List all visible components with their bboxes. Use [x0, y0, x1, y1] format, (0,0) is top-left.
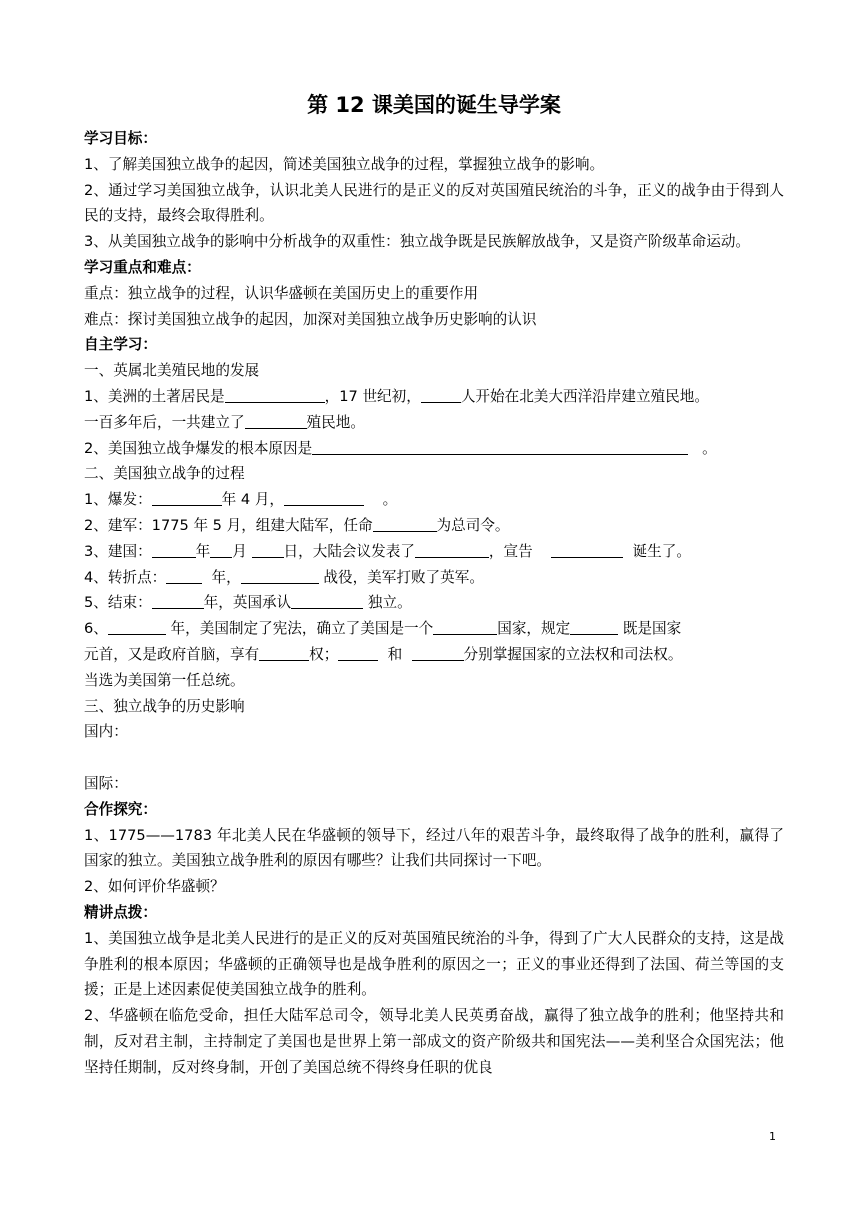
answer-blank[interactable]: [291, 593, 363, 609]
answer-blank[interactable]: [225, 387, 325, 403]
international-label: 国际：: [84, 774, 128, 792]
explanation-item-2: 2、华盛顿在临危受命，担任大陆军总司令，领导北美人民英勇奋战，赢得了独立战争的胜利；他坚持共和制，反对君主制，主持制定了美国也是世界上第一部成文的资产阶级共和国宪法——美利坚合众国宪法；他坚持任期制，反对终身制，开创了美国总统不得终身任职的优良: [84, 1007, 784, 1076]
answer-blank[interactable]: [108, 619, 166, 635]
question-2-3: 3、建国： 年 月 日，大陆会议发表了 ，宣告 诞生了。: [84, 542, 691, 560]
answer-blank[interactable]: [252, 542, 284, 558]
question-1-1-cont: 一百多年后，一共建立了 殖民地。: [84, 413, 365, 431]
answer-blank[interactable]: [421, 387, 461, 403]
page-title: 第 12 课美国的诞生导学案: [307, 93, 561, 117]
document-page: [84, 88, 784, 1080]
answer-blank[interactable]: [373, 516, 437, 532]
answer-blank[interactable]: [570, 619, 618, 635]
question-2-5: 5、结束： 年，英国承认 独立。: [84, 594, 412, 612]
answer-blank[interactable]: [312, 439, 688, 455]
domestic-label: 国内：: [84, 723, 128, 741]
page-number: 1: [769, 1130, 776, 1143]
answer-blank[interactable]: [412, 645, 464, 661]
explanation-item-1: 1、美国独立战争是北美人民进行的是正义的反对英国殖民统治的斗争，得到了广大人民群众的支持，这是战争胜利的根本原因；华盛顿的正确领导也是战争胜利的原因之一；正义的事业还得到了法国、荷兰等国的支援；正是上述因素促使美国独立战争的胜利。: [84, 929, 784, 999]
question-2-4: 4、转折点： 年， 战役，美军打败了英军。: [84, 568, 484, 586]
answer-blank[interactable]: [284, 490, 364, 506]
answer-blank[interactable]: [551, 542, 623, 558]
key-point: 重点：独立战争的过程，认识华盛顿在美国历史上的重要作用: [84, 284, 479, 302]
objectives-heading: 学习目标：: [84, 130, 157, 147]
question-2-6-end: 当选为美国第一任总统。: [84, 671, 245, 689]
answer-blank[interactable]: [152, 490, 222, 506]
section-2-title: 二、美国独立战争的过程: [84, 465, 245, 483]
section-3-title: 三、独立战争的历史影响: [84, 697, 245, 715]
question-2-6: 6、 年，美国制定了宪法，确立了美国是一个 国家，规定 既是国家: [84, 620, 682, 638]
answer-blank[interactable]: [152, 542, 196, 558]
answer-blank[interactable]: [166, 568, 202, 584]
objective-1: 1、了解美国独立战争的起因，简述美国独立战争的过程，掌握独立战争的影响。: [84, 155, 605, 173]
question-2-6-cont: 元首，又是政府首脑，享有 权； 和 分别掌握国家的立法权和司法权。: [84, 645, 683, 663]
answer-blank[interactable]: [259, 645, 309, 661]
cooperation-heading: 合作探究：: [84, 800, 157, 818]
difficult-point: 难点：探讨美国独立战争的起因，加深对美国独立战争历史影响的认识: [84, 310, 537, 328]
answer-blank[interactable]: [245, 413, 307, 429]
cooperation-item-2: 2、如何评价华盛顿？: [84, 878, 225, 896]
cooperation-item-1: 1、1775——1783 年北美人民在华盛顿的领导下，经过八年的艰苦斗争，最终取得了战争的胜利，赢得了国家的独立。美国独立战争胜利的原因有哪些？让我们共同探讨一下吧。: [84, 826, 784, 870]
answer-space[interactable]: [84, 745, 784, 771]
answer-blank[interactable]: [210, 542, 232, 558]
question-2-1: 1、爆发： 年 4 月， 。: [84, 491, 398, 509]
objective-2: 2、通过学习美国独立战争，认识北美人民进行的是正义的反对英国殖民统治的斗争，正义的战争由于得到人民的支持，最终会取得胜利。: [84, 181, 784, 225]
answer-blank[interactable]: [241, 568, 319, 584]
objective-3: 3、从美国独立战争的影响中分析战争的双重性：独立战争既是民族解放战争，又是资产阶级革命运动。: [84, 233, 751, 251]
answer-blank[interactable]: [415, 542, 489, 558]
answer-blank[interactable]: [433, 619, 497, 635]
answer-blank[interactable]: [152, 593, 204, 609]
self-study-heading: 自主学习：: [84, 336, 157, 354]
question-1-1: 1、美洲的土著居民是 ，17 世纪初， 人开始在北美大西洋沿岸建立殖民地。: [84, 387, 709, 405]
explanation-heading: 精讲点拨：: [84, 903, 157, 921]
section-1-title: 一、英属北美殖民地的发展: [84, 362, 260, 380]
key-points-heading: 学习重点和难点：: [84, 258, 201, 276]
question-2-2: 2、建军：1775 年 5 月，组建大陆军，任命 为总司令。: [84, 516, 510, 534]
answer-blank[interactable]: [338, 645, 378, 661]
question-1-2: 2、美国独立战争爆发的根本原因是 。: [84, 439, 717, 457]
